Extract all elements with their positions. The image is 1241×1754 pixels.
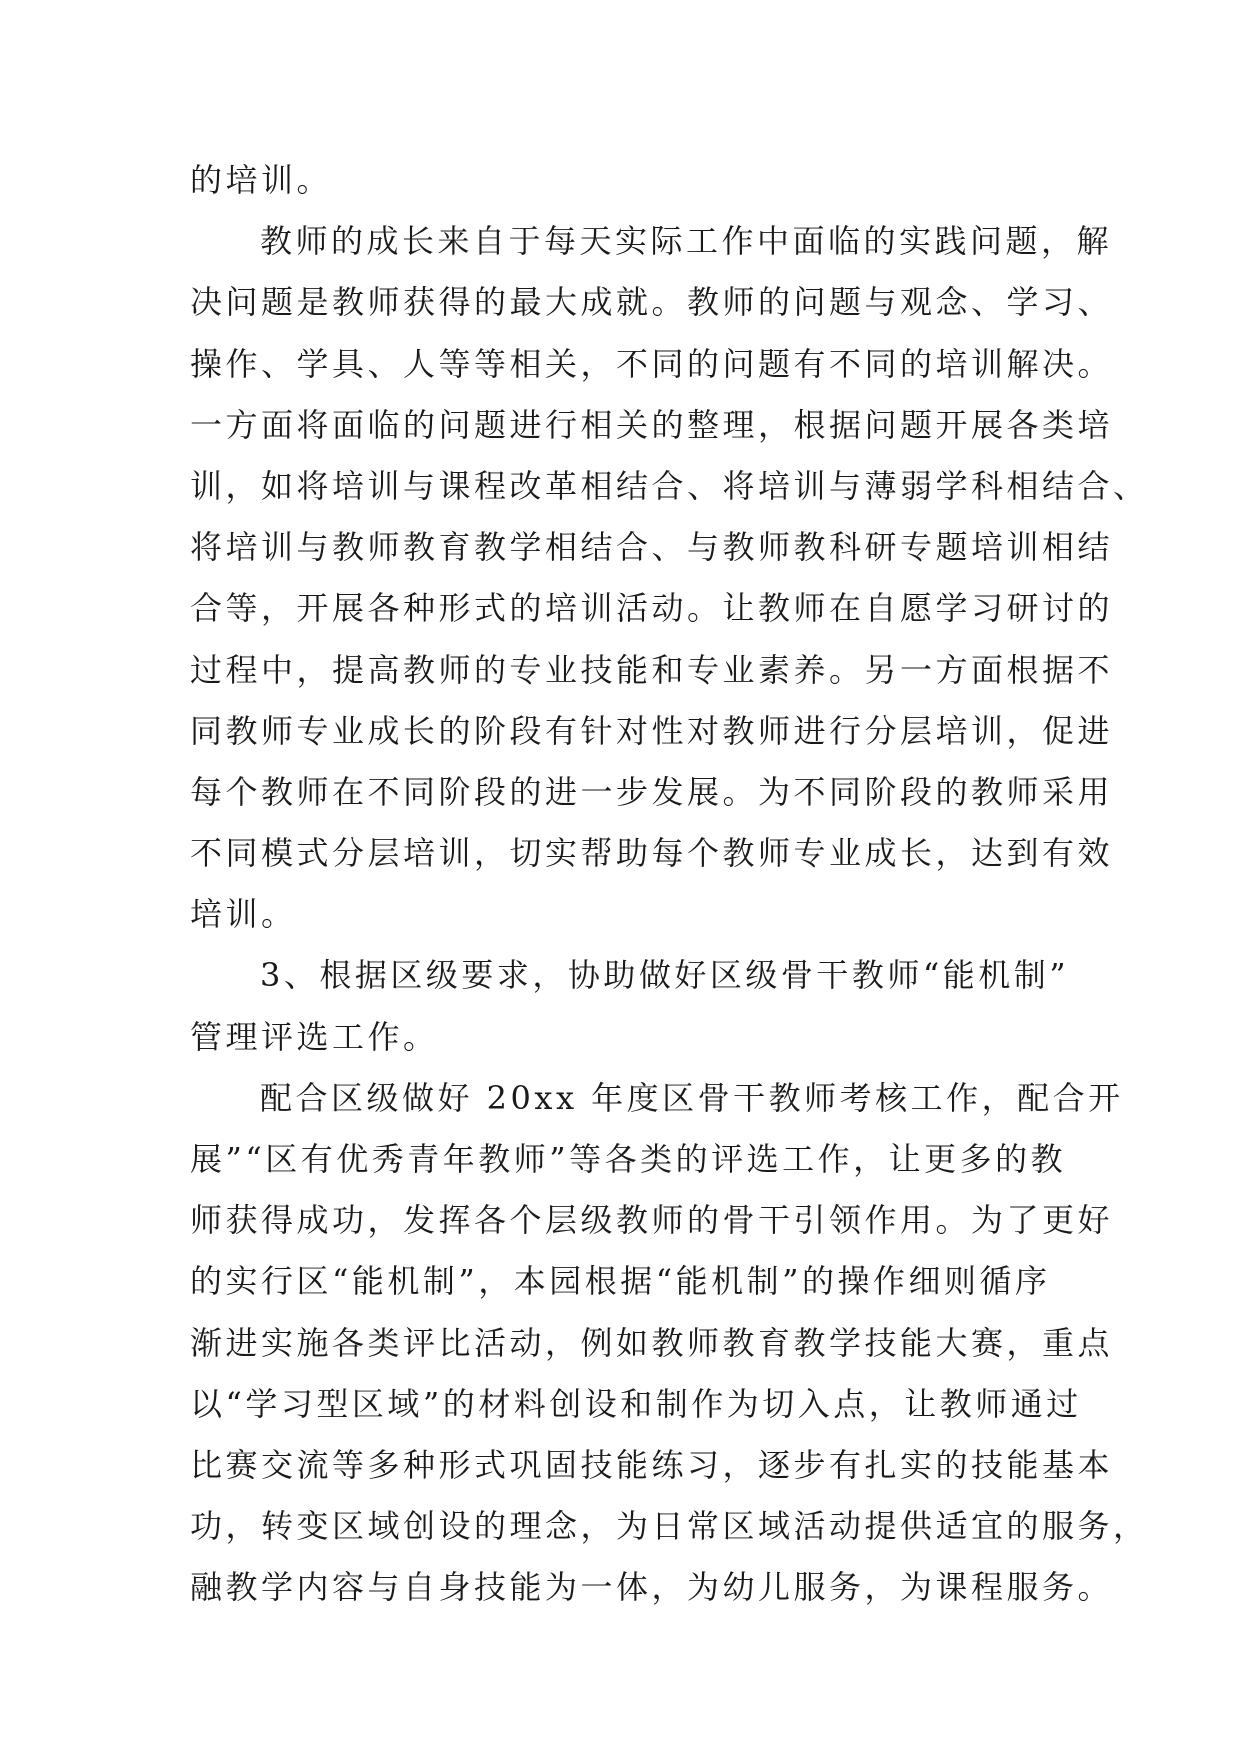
text-line: 将培训与教师教育教学相结合、与教师教科研专题培训相结 [190,528,1114,567]
text-line: 操作、学具、人等等相关，不同的问题有不同的培训解决。 [190,344,1114,383]
text-line: 功，转变区域创设的理念，为日常区域活动提供适宜的服务， [190,1507,1149,1546]
text-line: 3、根据区级要求，协助做好区级骨干教师“能机制” [260,956,1070,995]
text-line: 训，如将培训与课程改革相结合、将培训与薄弱学科相结合、 [190,466,1149,505]
text-line: 培训。 [190,895,297,934]
text-line: 教师的成长来自于每天实际工作中面临的实践问题，解 [260,222,1113,261]
text-line: 的实行区“能机制”，本园根据“能机制”的操作细则循序 [190,1262,1051,1301]
text-line: 管理评选工作。 [190,1017,439,1056]
text-line: 渐进实施各类评比活动，例如教师教育教学技能大赛，重点 [190,1323,1114,1362]
text-line: 决问题是教师获得的最大成就。教师的问题与观念、学习、 [190,283,1114,322]
text-line: 合等，开展各种形式的培训活动。让教师在自愿学习研讨的 [190,589,1114,628]
text-line: 师获得成功，发挥各个层级教师的骨干引领作用。为了更好 [190,1201,1114,1240]
text-line: 融教学内容与自身技能为一体，为幼儿服务，为课程服务。 [190,1568,1114,1607]
text-line: 每个教师在不同阶段的进一步发展。为不同阶段的教师采用 [190,772,1114,811]
text-line: 不同模式分层培训，切实帮助每个教师专业成长，达到有效 [190,834,1114,873]
text-line: 配合区级做好 20xx 年度区骨干教师考核工作，配合开 [260,1078,1124,1117]
text-line: 的培训。 [190,161,333,199]
text-line: 过程中，提高教师的专业技能和专业素养。另一方面根据不 [190,650,1114,689]
document-body [190,150,1149,1619]
text-line: 同教师专业成长的阶段有针对性对教师进行分层培训，促进 [190,711,1114,750]
text-line: 比赛交流等多种形式巩固技能练习，逐步有扎实的技能基本 [190,1445,1114,1484]
text-line: 以“学习型区域”的材料创设和制作为切入点，让教师通过 [190,1384,1082,1423]
text-line: 一方面将面临的问题进行相关的整理，根据问题开展各类培 [190,405,1114,444]
text-line: 展”“区有优秀青年教师”等各类的评选工作，让更多的教 [190,1140,1067,1178]
